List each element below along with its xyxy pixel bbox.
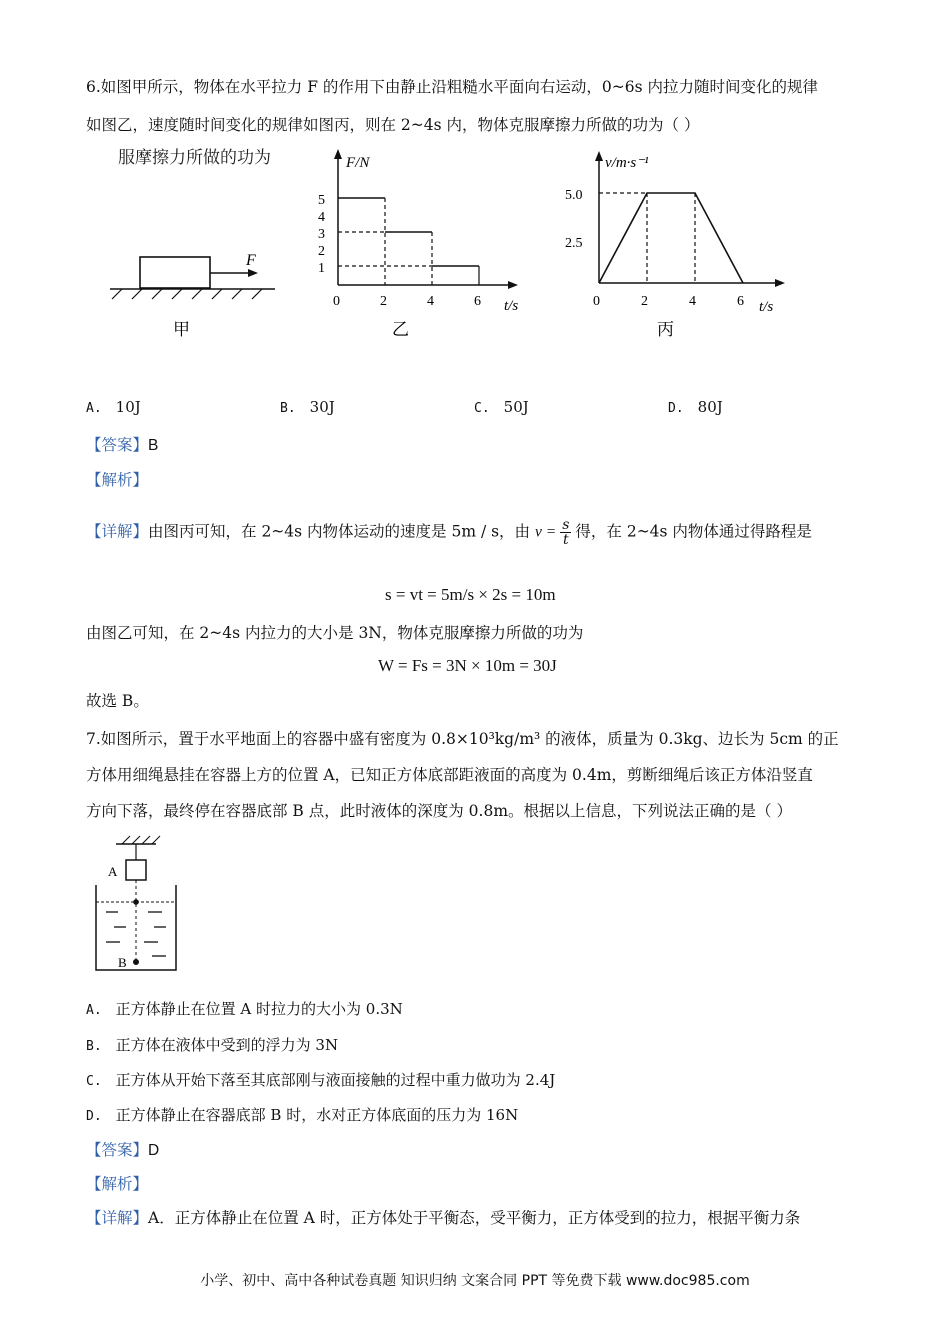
bing-xtick: 0: [593, 294, 600, 309]
yi-ytick: 3: [318, 227, 325, 242]
q7-stem-line2: 方体用细绳悬挂在容器上方的位置 A，已知正方体底部距液面的高度为 0.4m，剪断细绳后该正方体沿竖直: [86, 766, 813, 784]
q6-equation-work: W = Fs = 3N × 10m = 30J: [378, 656, 557, 675]
yi-xtick: 0: [333, 294, 340, 309]
page-footer: 小学、初中、高中各种试卷真题 知识归纳 文案合同 PPT 等免费下载 www.doc985.com: [200, 1273, 750, 1289]
force-arrowhead: [248, 269, 258, 277]
q6-analysis-tag: 【解析】: [86, 471, 149, 489]
yi-xtick: 4: [427, 294, 434, 309]
q7-option-a: A. 正方体静止在位置 A 时拉力的大小为 0.3N: [86, 1000, 403, 1018]
fig-jia-caption: 甲: [173, 320, 190, 339]
bing-ytick: 2.5: [565, 236, 583, 251]
q6-option-d: D. 80J: [668, 398, 723, 416]
yi-ytick: 4: [318, 210, 325, 225]
surface-point: [133, 899, 139, 905]
fig-bing-caption: 丙: [657, 320, 674, 339]
bing-ytick: 5.0: [565, 188, 583, 203]
bing-ylabel: v/m·s⁻¹: [605, 155, 649, 171]
bing-xtick: 2: [641, 294, 648, 309]
q6-detail-line2: 由图乙可知，在 2~4s 内拉力的大小是 3N，物体克服摩擦力所做的功为: [86, 624, 584, 642]
q7-option-b: B. 正方体在液体中受到的浮力为 3N: [86, 1036, 339, 1054]
q6-stem-line1: 6.如图甲所示，物体在水平拉力 F 的作用下由静止沿粗糙水平面向右运动，0~6s 内拉力随时间变化的规律: [86, 78, 818, 96]
label-b: B: [118, 955, 127, 970]
q7-option-d: D. 正方体静止在容器底部 B 时，水对正方体底面的压力为 16N: [86, 1106, 519, 1124]
q6-figure-yi: [310, 145, 520, 345]
label-a: A: [108, 864, 118, 879]
q7-stem-line3: 方向下落，最终停在容器底部 B 点，此时液体的深度为 0.8m。根据以上信息，下列说法正确的是（ ）: [86, 802, 792, 820]
q6-option-b: B. 30J: [280, 398, 335, 416]
bing-xlabel: t/s: [759, 299, 774, 315]
yi-ytick: 2: [318, 244, 325, 259]
yi-xtick: 2: [380, 294, 387, 309]
force-label: F: [246, 252, 256, 269]
cube: [126, 860, 146, 880]
bing-velocity-curve: [599, 193, 743, 283]
q6-option-a: A. 10J: [86, 398, 141, 416]
q7-answer: 【答案】D: [86, 1141, 160, 1159]
yi-ylabel: F/N: [346, 155, 370, 171]
q6-stem-line2: 如图乙，速度随时间变化的规律如图丙，则在 2~4s 内，物体克服摩擦力所做的功为（ ）: [86, 116, 700, 134]
q6-figure-jia: [100, 145, 300, 345]
ceiling-hatch: [122, 836, 160, 844]
bing-xtick: 4: [689, 294, 696, 309]
q7-analysis-tag: 【解析】: [86, 1175, 149, 1193]
block: [140, 257, 210, 288]
q6-figure-bing: [555, 145, 795, 345]
yi-xtick: 6: [474, 294, 481, 309]
q7-stem-line1: 7.如图所示，置于水平地面上的容器中盛有密度为 0.8×10³kg/m³ 的液体，质量为 0.3kg、边长为 5cm 的正: [86, 730, 839, 748]
yi-ytick: 1: [318, 261, 325, 276]
yi-xlabel: t/s: [504, 298, 519, 314]
yi-ytick: 5: [318, 193, 325, 208]
fig-jia-watermark-text: 服摩擦力所做的功为: [118, 148, 271, 167]
q7-detail-line1: 【详解】A．正方体静止在位置 A 时，正方体处于平衡态，受平衡力，正方体受到的拉力，根据平衡力条: [86, 1209, 801, 1227]
q6-detail-line1: 【详解】由图丙可知，在 2~4s 内物体运动的速度是 5m / s，由 v = $\frac{s}{t}$ 得，在 2~4s 内物体通过得路程是: [86, 517, 812, 548]
q7-option-c: C. 正方体从开始下落至其底部刚与液面接触的过程中重力做功为 2.4J: [86, 1071, 556, 1089]
q7-figure-container: [86, 830, 196, 980]
q6-conclusion: 故选 B。: [86, 692, 149, 710]
point-b: [133, 959, 139, 965]
ground-hatch: [112, 289, 262, 299]
q6-answer: 【答案】B: [86, 436, 159, 454]
fig-yi-caption: 乙: [392, 320, 409, 339]
q6-option-c: C. 50J: [474, 398, 529, 416]
bing-xtick: 6: [737, 294, 744, 309]
q6-equation-distance: s = vt = 5m/s × 2s = 10m: [385, 585, 556, 604]
